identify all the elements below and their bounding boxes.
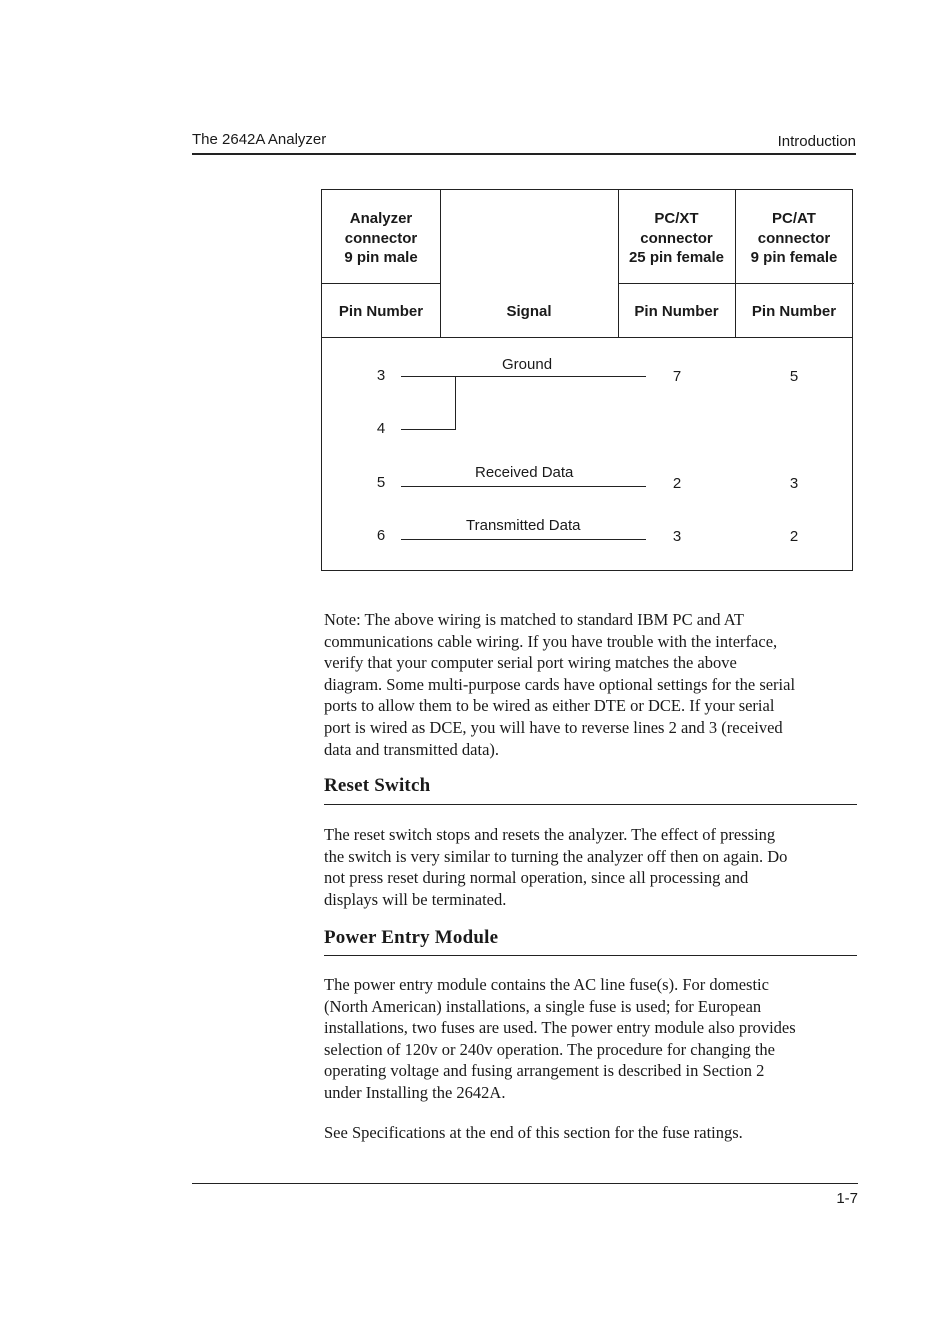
ground-wire xyxy=(401,376,646,377)
see-specifications-paragraph: See Specifications at the end of this section for the fuse ratings. xyxy=(324,1123,743,1142)
header-bottom-rule xyxy=(322,337,853,338)
pcxt-pin: 7 xyxy=(672,368,682,385)
row-divider xyxy=(322,283,440,284)
analyzer-pin: 4 xyxy=(376,420,386,437)
header-pcxt-connector: PC/XT connector 25 pin female xyxy=(628,210,725,266)
signal-label: Ground xyxy=(502,356,553,373)
ground-jumper-wire xyxy=(401,429,456,430)
pcxt-pin: 2 xyxy=(672,475,682,492)
received-data-wire xyxy=(401,486,646,487)
analyzer-pin: 3 xyxy=(376,367,386,384)
section-rule xyxy=(324,804,857,805)
subheader-pcxt-pin: Pin Number xyxy=(634,303,719,320)
analyzer-pin: 5 xyxy=(376,474,386,491)
page-number: 1-7 xyxy=(836,1190,858,1207)
subheader-analyzer-pin: Pin Number xyxy=(338,303,424,320)
pcat-pin: 5 xyxy=(789,368,799,385)
subheader-pcat-pin: Pin Number xyxy=(751,303,837,320)
footer-rule xyxy=(192,1183,858,1184)
transmitted-data-wire xyxy=(401,539,646,540)
reset-switch-paragraph: The reset switch stops and resets the analyzer. The effect of pressing the switch is very similar to turning the analyzer off then on again. Do not press reset during normal operation, since all processing and displays will be terminated. xyxy=(324,825,788,909)
running-header-section: Introduction xyxy=(777,133,856,150)
note-paragraph: Note: The above wiring is matched to standard IBM PC and AT communications cable wiring. If you have trouble with the interface, verify that your computer serial port wiring matches the above diagram. Some multi-purpose cards have optional settings for the serial ports to allow them to be wired as either DTE or DCE. If your serial port is wired as DCE, you will have to reverse lines 2 and 3 (received data and transmitted data). xyxy=(324,610,796,759)
pcat-pin: 3 xyxy=(789,475,799,492)
pcat-pin: 2 xyxy=(789,528,799,545)
running-header-title: The 2642A Analyzer xyxy=(192,131,327,148)
header-rule xyxy=(192,153,856,155)
signal-label: Transmitted Data xyxy=(466,517,581,534)
power-entry-paragraph: The power entry module contains the AC line fuse(s). For domestic (North American) installations, a single fuse is used; for European installations, two fuses are used. The power entry module also provides selection of 120v or 240v operation. The procedure for changing the operating voltage and fusing arrangement is described in Section 2 under Installing the 2642A. xyxy=(324,975,796,1102)
section-title-reset-switch: Reset Switch xyxy=(324,775,431,796)
header-pcat-connector: PC/AT connector 9 pin female xyxy=(750,210,838,266)
section-rule xyxy=(324,955,857,956)
wiring-table xyxy=(321,189,853,571)
analyzer-pin: 6 xyxy=(376,527,386,544)
signal-label: Received Data xyxy=(475,464,574,481)
subheader-signal: Signal xyxy=(506,303,552,320)
header-analyzer-connector: Analyzer connector 9 pin male xyxy=(344,210,418,266)
pcxt-pin: 3 xyxy=(672,528,682,545)
section-title-power-entry-module: Power Entry Module xyxy=(324,927,499,948)
row-divider xyxy=(618,283,854,284)
ground-jumper xyxy=(455,376,456,429)
